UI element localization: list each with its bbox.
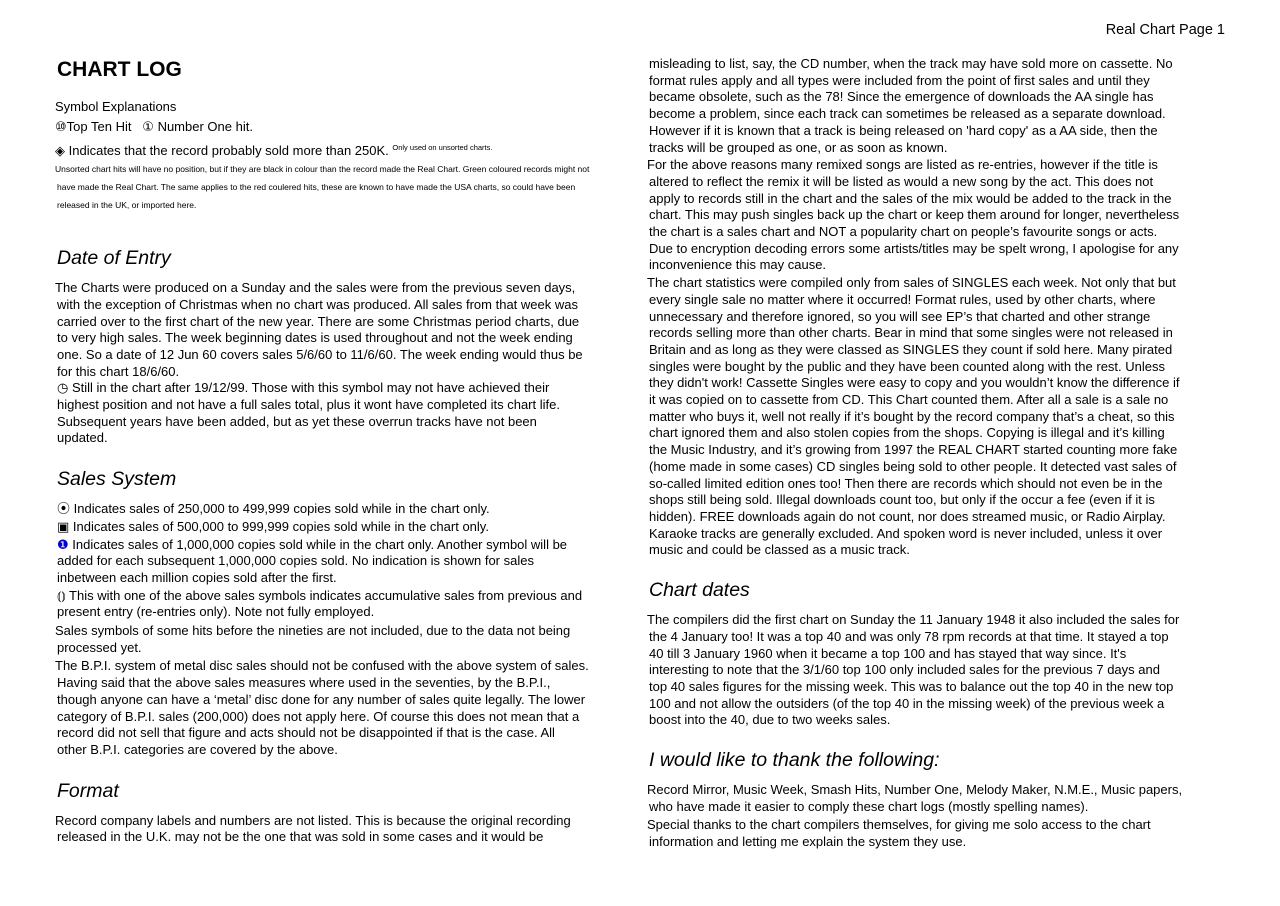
text-line: though anyone can have a ‘metal’ disc done for any number of sales quite legally. The lower (57, 691, 586, 707)
sales-system-body (55, 501, 633, 759)
million-line (55, 537, 633, 554)
sales-system-heading: Sales System (57, 468, 177, 491)
text-line: Special thanks to the chart compilers themselves, for giving me solo access to the chart (647, 817, 1151, 833)
text-line: singles were bought by the public and they have been counted along with the rest. Unless (649, 358, 1166, 374)
clock-icon: ◷ (57, 380, 69, 396)
symbol-explanations-heading: Symbol Explanations (55, 99, 177, 114)
text-line: one. So a date of 12 Jun 60 covers sales 5/6/60 to 11/6/60. The week ending would thus be (57, 346, 583, 362)
text-line: the 4 January too! It was a top 40 and was only 78 rpm records at that time. It stayed a top (649, 628, 1169, 644)
accumulative-line (55, 588, 633, 605)
text-line: chart. This may push singles back up the chart or keep them around for longer, nevertheless (649, 207, 1180, 223)
text-line: Record Mirror, Music Week, Smash Hits, Number One, Melody Maker, N.M.E., Music papers, (647, 782, 1183, 798)
text-line: the chart is a sales chart and NOT a popularity chart on people’s favourite songs or acts. (649, 224, 1158, 240)
text-line: every single sale no matter where it occurred! Format rules, used by other charts, where (649, 291, 1156, 307)
top-ten-icon: ⑩ (55, 118, 67, 134)
text-line: The B.P.I. system of metal disc sales should not be confused with the above system of sales. (55, 658, 589, 674)
text-line: present entry (re-entries only). Note not fully employed. (57, 604, 375, 620)
text-line: highest position and not have a full sales total, plus it wont have completed its chart life. (57, 397, 560, 413)
chart-dates-body (647, 612, 1225, 729)
text-line: they didn't work! Cassette Singles were easy to copy and you wouldn’t know the difference if (649, 375, 1180, 391)
text-line: unnecessary and therefore ignored, so you will see EP’s that charted and other strange (649, 308, 1151, 324)
text-line: misleading to list, say, the CD number, when the track may have sold more on cassette. No (649, 56, 1173, 71)
text-line: other B.P.I. categories are covered by the above. (57, 741, 338, 757)
text-line: released in the U.K. may not be the one that was sold in some cases and it would be (57, 829, 544, 845)
text-line: category of B.P.I. sales (200,000) does not apply here. Of course this does not mean that a (57, 708, 580, 724)
text-line: Subsequent years have been added, but as yet these overrun tracks have not been (57, 413, 537, 429)
text-line: updated. (57, 430, 108, 446)
text-line: shops still being sold. Illegal downloads count too, but only if the occur a fee (even if it is (649, 492, 1155, 508)
format-continued (647, 56, 1225, 156)
text-line: apply to records still in the chart and the sales of the mix would be added to the track in the (649, 190, 1172, 206)
format-heading: Format (57, 779, 119, 802)
text-line: Indicates sales of 250,000 to 499,999 copies sold while in the chart only. (70, 501, 490, 517)
text-line: processed yet. (57, 639, 142, 655)
text-line: tracks will be grouped as one, or as soon as known. (649, 139, 948, 155)
document-title: CHART LOG (57, 58, 182, 81)
text-line: Indicates sales of 1,000,000 copies sold while in the chart only. Another symbol will be (68, 536, 568, 552)
text-line: The Charts were produced on a Sunday and the sales were from the previous seven days, (55, 280, 576, 296)
text-line: altered to reflect the remix it will be listed as would a new song by the act. This does not (649, 173, 1154, 189)
text-line: the Music Industry, and it’s growing from 1997 the REAL CHART started counting more fake (649, 442, 1178, 458)
date-of-entry-heading: Date of Entry (57, 247, 171, 270)
still-in-chart-line (55, 380, 633, 397)
text-line: Sales symbols of some hits before the nineties are not included, due to the data not being (55, 623, 571, 639)
number-one-icon: ① (142, 118, 154, 134)
text-line: chart ignored them and also stolen copies from the shops. Copying is illegal and it’s killing (649, 425, 1165, 441)
diamond-note: Only used on unsorted charts. (392, 143, 493, 153)
top-ten-label: Top Ten Hit (66, 118, 132, 134)
accumulative-icon: ⦅⦆ (57, 587, 66, 603)
diamond-icon: ◈ (55, 143, 65, 159)
format-body (55, 813, 633, 846)
text-line: Still in the chart after 19/12/99. Those with this symbol may not have achieved their (68, 380, 550, 396)
statistics-paragraph (647, 275, 1225, 559)
text-line: Britain and as long as they were classed as SINGLES they count if sold here. Many pirated (649, 341, 1173, 357)
fine-print-line-2: have made the Real Chart. The same applies to the red coulered hits, these are known to have made the USA charts, so could have been (57, 182, 576, 193)
text-line: boost into the 40, due to two weeks sales. (649, 712, 891, 728)
text-line: matter who buys it, well not really if it’s bought by the record company that’s a cheat, so this (649, 408, 1175, 424)
text-line: became obsolete, such as the 78! Since the emergence of downloads the AA single has (649, 89, 1154, 105)
top-ten-line (55, 119, 633, 136)
text-line: for this chart 18/6/60. (57, 363, 180, 379)
text-line: with the exception of Christmas when no chart was produced. All sales from that week was (57, 296, 578, 312)
diamond-line (55, 140, 633, 160)
silver-line (55, 501, 633, 518)
date-of-entry-body (55, 280, 633, 447)
text-line: record did not sell that figure and acts should not be disappointed if that is the case. All (57, 725, 555, 741)
text-line: top 40 sales figures for the missing week. This was to balance out the top 40 in the new top (649, 678, 1174, 694)
text-line: The compilers did the first chart on Sunday the 11 January 1948 it also included the sales for (647, 612, 1180, 628)
text-line: information and letting me explain the system they use. (649, 834, 967, 850)
text-line: who have made it easier to comply these chart logs (mostly spelling names). (649, 798, 1089, 814)
text-line: Karaoke tracks are generally excluded. And spoken word is never included, unless it over (649, 525, 1163, 541)
text-line: carried over to the first chart of the new year. There are some Christmas period charts, due (57, 313, 580, 329)
gold-sales-icon: ▣ (57, 518, 70, 534)
right-column (647, 55, 1225, 851)
diamond-text: Indicates that the record probably sold more than 250K. (68, 143, 389, 159)
number-one-label: Number One hit. (153, 118, 253, 134)
text-line: 100 and not allow the outsiders (of the top 40 in the missing week) of the previous week a (649, 695, 1165, 711)
chart-dates-heading: Chart dates (649, 579, 750, 602)
text-line: so-called limited edition ones too! Then there are records which should not even be in the (649, 475, 1163, 491)
text-line: music and could be classed as a music track. (649, 542, 910, 558)
text-line: inbetween each million copies sold after the first. (57, 569, 337, 585)
text-line: interesting to note that the 3/1/60 top 100 only included sales for the previous 7 days and (649, 662, 1160, 678)
text-line: inconvenience this may cause. (649, 257, 827, 273)
text-line: Due to encryption decoding errors some artists/titles may be spelt wrong, I apologise for any (649, 240, 1179, 256)
fine-print-line-1: Unsorted chart hits will have no position, but if they are black in colour than the record made the Real Chart. Green coloured records might not (55, 164, 590, 175)
text-line: format rules apply and all types were included from the point of first sales and until they (649, 72, 1150, 88)
text-line: Record company labels and numbers are not listed. This is because the original recording (55, 812, 571, 828)
left-column (55, 55, 633, 846)
text-line: Indicates sales of 500,000 to 999,999 copies sold while in the chart only. (69, 518, 489, 534)
text-line: (home made in some cases) CD singles being sold to other people. It detected vast sales of (649, 458, 1177, 474)
gold-line (55, 519, 633, 536)
text-line: hidden). FREE downloads again do not count, nor does streamed music, or Radio Airplay. (649, 508, 1166, 524)
page-header: Real Chart Page 1 (1105, 22, 1225, 38)
thanks-heading: I would like to thank the following: (649, 749, 940, 772)
text-line: However if it is known that a track is being released on 'hard copy' as a AA side, then the (649, 122, 1158, 138)
text-line: The chart statistics were compiled only from sales of SINGLES each week. Not only that but (647, 275, 1176, 291)
text-line: become a problem, since each track can sometimes be released as a separate download. (649, 106, 1166, 122)
silver-sales-icon: ⦿ (57, 501, 71, 517)
text-line: 40 till 3 January 1960 when it became a top 100 and has stayed that way since. It's (649, 645, 1127, 661)
text-line: it was copied on to cassette from CD. This Chart counted them. After all a sale is a sale no (649, 392, 1169, 408)
fine-print-line-3: released in the UK, or imported here. (57, 200, 197, 211)
remix-paragraph (647, 157, 1225, 274)
text-line: For the above reasons many remixed songs are listed as re-entries, however if the title is (647, 157, 1158, 173)
text-line: records selling more than other charts. Bear in mind that some singles were not released in (649, 325, 1173, 341)
text-line: This with one of the above sales symbols indicates accumulative sales from previous and (65, 587, 583, 603)
text-line: Having said that the above sales measures where used in the seventies, by the B.P.I., (57, 675, 551, 691)
thanks-body (647, 782, 1225, 851)
text-line: to very high sales. The week beginning dates is used throughout and not the week ending (57, 330, 573, 346)
million-sales-icon: ❶ (57, 536, 69, 552)
text-line: added for each subsequent 1,000,000 copies sold. No indication is shown for sales (57, 553, 534, 569)
